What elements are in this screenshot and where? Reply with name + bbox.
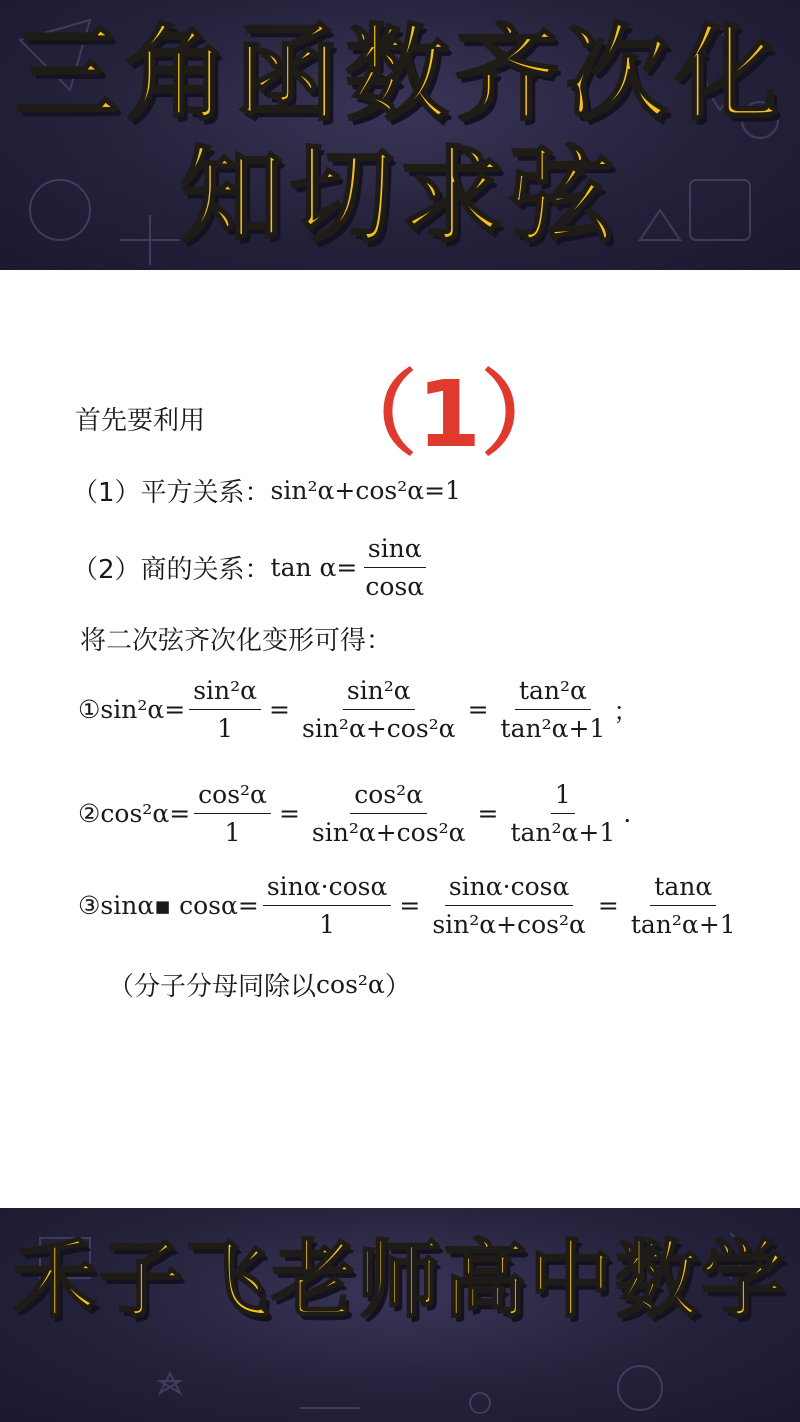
transform-text: 将二次弦齐次化变形可得：: [80, 626, 393, 656]
intro-text: 首先要利用: [75, 406, 206, 436]
formula-2: ② cos²α= $\frac{\text{cos²α}}{1}$ = $\frac{\text{cos²α}}{\text{sin²α+cos²α}}$ = $\frac{1}{\text{tan²α+1}}$ .: [78, 780, 632, 847]
f1-end: ；: [613, 696, 639, 726]
rel2-den: cosα: [365, 572, 425, 601]
f2-marker: ②: [78, 799, 101, 828]
f1-fraction-1: [189, 676, 261, 743]
f2-den-3: tan²α+1: [510, 818, 616, 847]
footer-title: 禾子飞老师高中数学: [12, 1231, 787, 1329]
division-note: [108, 966, 411, 1003]
f1-den-3: tan²α+1: [500, 714, 606, 743]
f2-fraction-2: [308, 780, 470, 847]
f2-num-3: 1: [551, 780, 575, 814]
rel2-label: （2）商的关系：: [72, 555, 271, 585]
rel2-lhs: tan α=: [270, 553, 358, 582]
f1-num-1: sin²α: [189, 676, 261, 710]
f3-fraction-1: [263, 872, 392, 939]
formula-3: ③ sinα▪ cosα= $\frac{\sin\alpha\cdot\cos\alpha}{1}$ = $\frac{\sin\alpha\cdot\cos\alpha}{\text{sin²α+cos²α}}$ = $\frac{\tan\alpha}{\text{tan²α+1}}$: [78, 872, 744, 939]
f3-den-2: sin²α+cos²α: [432, 910, 586, 939]
f3-den-3: tan²α+1: [630, 910, 736, 939]
f1-num-3: tan²α: [515, 676, 591, 710]
f1-den-2: sin²α+cos²α: [302, 714, 456, 743]
f2-fraction-3: [506, 780, 619, 847]
quotient-relation: [72, 534, 432, 601]
f1-num-2: sin²α: [343, 676, 415, 710]
title-line-1: 三角函数齐次化: [14, 13, 785, 135]
f3-marker: ③: [78, 891, 101, 920]
f2-end: .: [623, 799, 632, 828]
note-text: （分子分母同除以: [108, 972, 317, 1002]
rel2-num: sinα: [364, 534, 426, 568]
f3-fraction-3: [627, 872, 740, 939]
square-relation: [72, 472, 461, 509]
f1-marker: ①: [78, 695, 101, 724]
title-line-2: 知切求弦: [179, 135, 620, 257]
note-close: ）: [384, 972, 411, 1002]
f3-den-1: 1: [319, 910, 336, 939]
rel1-formula: sin²α+cos²α=1: [270, 476, 461, 505]
f1-lhs: sin²α=: [100, 695, 186, 724]
note-formula: cos²α: [316, 970, 385, 999]
f3-num-3: tanα: [650, 872, 716, 906]
f2-den-2: sin²α+cos²α: [311, 818, 466, 847]
formula-1: ① sin²α= $\frac{\text{sin²α}}{1}$ = $\frac{\text{sin²α}}{\text{sin²α+cos²α}}$ = $\frac{\text{tan²α}}{\text{tan²α+1}}$ ；: [78, 676, 639, 743]
f2-num-1: cos²α: [194, 780, 271, 814]
header-banner: [0, 0, 800, 270]
rel1-label: （1）平方关系：: [72, 478, 271, 508]
step-label: （1）: [325, 361, 574, 468]
f1-fraction-2: [298, 676, 460, 743]
f2-lhs: cos²α=: [100, 799, 191, 828]
f2-den-1: 1: [224, 818, 241, 847]
f2-num-2: cos²α: [350, 780, 427, 814]
f1-fraction-3: [497, 676, 610, 743]
f3-num-2: sinα·cosα: [445, 872, 574, 906]
f3-fraction-2: [428, 872, 590, 939]
f2-fraction-1: [194, 780, 271, 847]
footer-banner: [0, 1208, 800, 1422]
f1-den-1: 1: [217, 714, 234, 743]
rel2-fraction: [361, 534, 428, 601]
f3-lhs: sinα▪ cosα=: [100, 891, 259, 920]
f3-num-1: sinα·cosα: [263, 872, 392, 906]
